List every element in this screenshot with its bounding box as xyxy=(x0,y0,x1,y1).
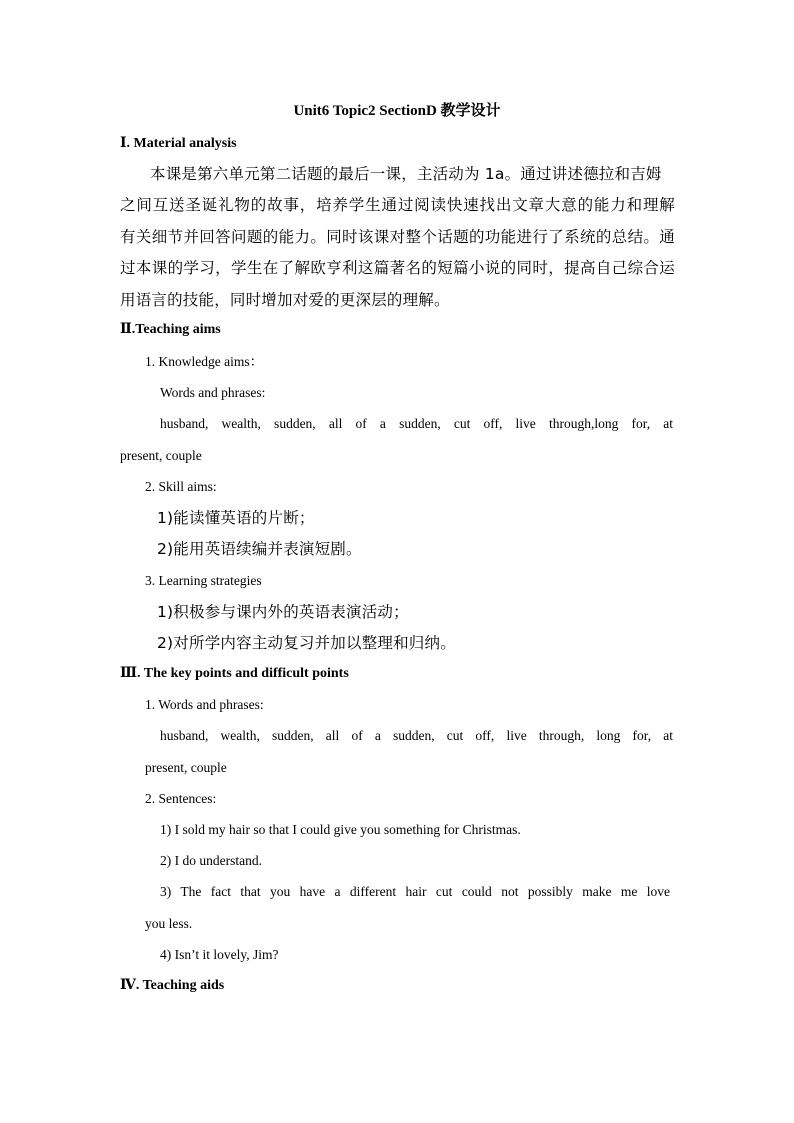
material-analysis-line-1: 本课是第六单元第二话题的最后一课，主活动为 1a。通过讲述德拉和吉姆 xyxy=(150,165,662,183)
sentence-item-1: 1) I sold my hair so that I could give you something for Christmas. xyxy=(160,822,521,837)
sentence-item-4: 4) Isn’t it lovely, Jim? xyxy=(160,947,279,962)
key-words-line-2: present, couple xyxy=(145,760,227,775)
teaching-aims-heading: Ⅱ.Teaching aims xyxy=(120,322,221,337)
material-analysis-line-3: 有关细节并回答问题的能力。同时该课对整个话题的功能进行了系统的总结。通 xyxy=(120,228,675,246)
material-analysis-line-2: 之间互送圣诞礼物的故事，培养学生通过阅读快速找出文章大意的能力和理解 xyxy=(120,196,675,214)
sentence-item-3: 3) The fact that you have a different hair cut could not possibly make me love xyxy=(160,884,670,899)
teaching-aids-heading: Ⅳ. Teaching aids xyxy=(120,978,225,993)
sentence-item-2: 2) I do understand. xyxy=(160,853,262,868)
skill-aim-item-2: 2)能用英语续编并表演短剧。 xyxy=(157,540,362,558)
key-points-heading: Ⅲ. The key points and difficult points xyxy=(120,666,349,681)
learning-strategy-item-1: 1)积极参与课内外的英语表演活动； xyxy=(157,603,409,621)
knowledge-aims-label: 1. Knowledge aims： xyxy=(145,354,264,369)
material-analysis-line-5: 用语言的技能，同时增加对爱的更深层的理解。 xyxy=(120,291,450,309)
sentence-item-3-continued: you less. xyxy=(145,916,193,931)
skill-aims-label: 2. Skill aims: xyxy=(145,479,217,494)
key-words-label: 1. Words and phrases: xyxy=(145,697,264,712)
words-and-phrases-label: Words and phrases: xyxy=(160,385,266,400)
document-title: Unit6 Topic2 SectionD 教学设计 xyxy=(293,103,501,119)
learning-strategy-item-2: 2)对所学内容主动复习并加以整理和归纳。 xyxy=(157,634,456,652)
material-analysis-heading: Ⅰ. Material analysis xyxy=(120,136,237,151)
sentences-label: 2. Sentences: xyxy=(145,791,217,806)
teaching-aims-words-line-1: husband, wealth, sudden, all of a sudden, cut off, live through,long for, at xyxy=(160,416,673,431)
material-analysis-line-4: 过本课的学习，学生在了解欧亨利这篇著名的短篇小说的同时，提高自己综合运 xyxy=(120,259,675,277)
skill-aim-item-1: 1)能读懂英语的片断； xyxy=(157,509,315,527)
key-words-line-1: husband, wealth, sudden, all of a sudden, cut off, live through, long for, at xyxy=(160,728,673,743)
teaching-aims-words-line-2: present, couple xyxy=(120,448,202,463)
learning-strategies-label: 3. Learning strategies xyxy=(145,573,262,588)
